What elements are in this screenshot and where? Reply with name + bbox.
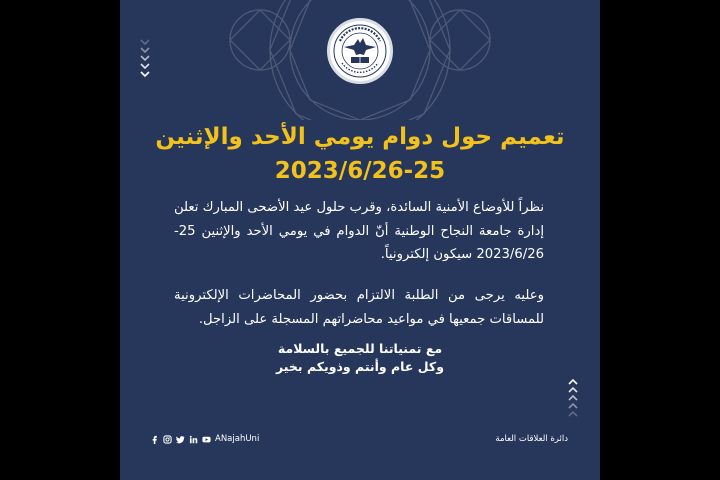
chevron-up-icon [568, 411, 578, 417]
twitter-icon[interactable] [176, 435, 185, 444]
announcement-date: 2023/6/26-25 [274, 158, 446, 184]
decorative-chevrons-right [568, 378, 578, 418]
closing-wishes [120, 340, 600, 376]
university-logo [327, 18, 393, 84]
chevron-down-icon [140, 63, 150, 69]
instagram-icon[interactable] [163, 435, 172, 444]
announcement-paragraph-2: وعليه يرجى من الطلبة الالتزام بحضور المحاضرات الإلكترونية للمساقات جمعيها في مواعيد محاضراتهم المسجلة على الزاجل. [174, 288, 544, 327]
linkedin-icon[interactable] [189, 435, 198, 444]
youtube-icon[interactable] [202, 435, 211, 444]
chevron-down-icon [140, 39, 150, 45]
chevron-down-icon [140, 55, 150, 61]
wish-line-2: وكل عام وأنتم وذويكم بخير [276, 359, 444, 374]
chevron-up-icon [568, 379, 578, 385]
department-name: دائرة العلاقات العامة [495, 434, 568, 444]
chevron-up-icon [568, 395, 578, 401]
wish-line-1: مع تمنياتنا للجميع بالسلامة [277, 341, 443, 356]
chevron-up-icon [568, 387, 578, 393]
social-handle[interactable]: ANajahUni [215, 434, 260, 444]
social-links [150, 434, 259, 444]
decorative-chevrons-left [140, 38, 150, 78]
logo-emblem-icon [330, 21, 390, 81]
announcement-paragraph-1: نظراً للأوضاع الأمنية السائدة، وقرب حلول عيد الأضحى المبارك تعلن إدارة جامعة النجاح الوطنية أنّ الدوام في يومي الأحد والإثنين 25-2023/6/26 سيكون إلكترونياً. [174, 200, 544, 262]
chevron-down-icon [140, 71, 150, 77]
chevron-up-icon [568, 403, 578, 409]
facebook-icon[interactable] [150, 435, 159, 444]
announcement-card [120, 0, 600, 480]
chevron-down-icon [140, 47, 150, 53]
announcement-title: تعميم حول دوام يومي الأحد والإثنين [155, 124, 565, 150]
